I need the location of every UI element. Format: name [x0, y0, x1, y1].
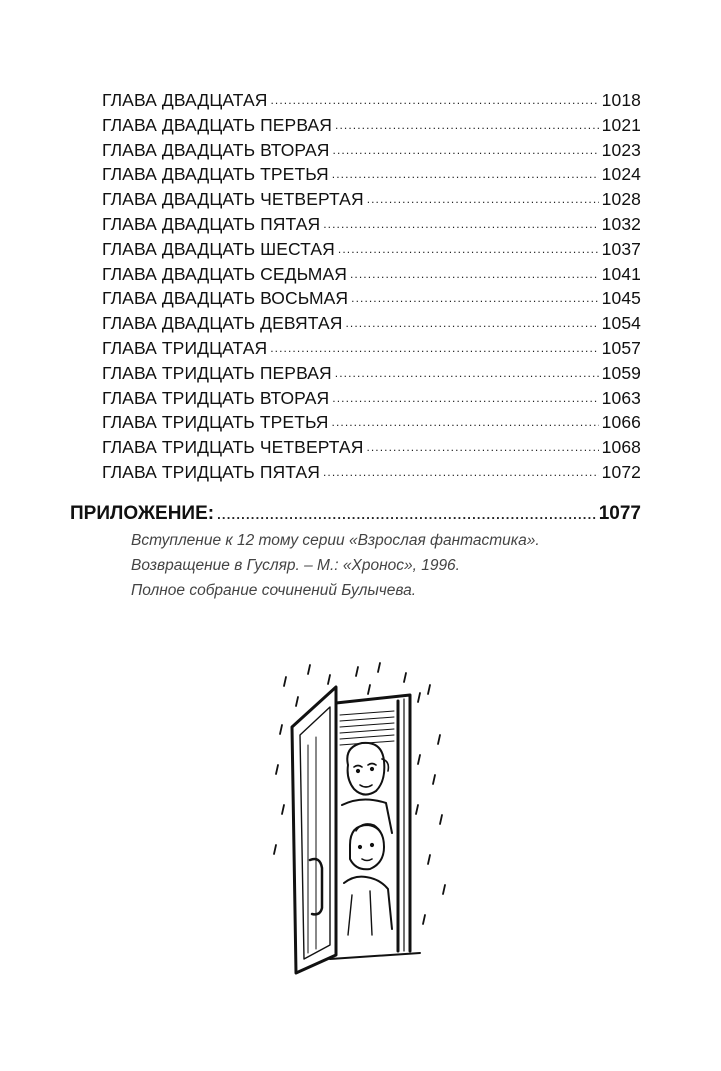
chapter-page: 1063 — [601, 387, 641, 408]
chapter-title: ГЛАВА ДВАДЦАТАЯ — [102, 90, 268, 110]
table-of-contents — [102, 88, 641, 485]
toc-row[interactable] — [102, 262, 641, 287]
door-illustration-icon — [270, 655, 460, 975]
toc-row[interactable] — [102, 435, 641, 460]
appendix-title: ПРИЛОЖЕНИЕ: — [70, 503, 215, 524]
chapter-page: 1028 — [601, 189, 641, 210]
leader-dots — [351, 286, 599, 311]
chapter-title: ГЛАВА ТРИДЦАТЬ ВТОРАЯ — [102, 387, 330, 408]
leader-dots — [332, 162, 599, 187]
chapter-title: ГЛАВА ТРИДЦАТЬ ПЕРВАЯ — [102, 362, 332, 383]
chapter-page: 1072 — [601, 461, 641, 482]
chapter-title: ГЛАВА ДВАДЦАТЬ ШЕСТАЯ — [102, 238, 335, 259]
chapter-title: ГЛАВА ТРИДЦАТЬ ЧЕТВЕРТАЯ — [102, 437, 364, 458]
leader-dots — [335, 361, 599, 386]
leader-dots — [323, 460, 599, 485]
chapter-title: ГЛАВА ТРИДЦАТЬ ТРЕТЬЯ — [102, 412, 329, 433]
chapter-title: ГЛАВА ДВАДЦАТЬ ПЯТАЯ — [102, 213, 321, 234]
chapter-title: ГЛАВА ДВАДЦАТЬ ЧЕТВЕРТАЯ — [102, 189, 364, 210]
leader-dots — [345, 311, 598, 336]
chapter-title: ГЛАВА ДВАДЦАТЬ ВОСЬМАЯ — [102, 288, 349, 309]
appendix-note: Вступление к 12 тому серии «Взрослая фантастика». — [131, 532, 540, 549]
leader-dots — [332, 410, 599, 435]
toc-row[interactable] — [102, 286, 641, 311]
appendix-row[interactable] — [70, 500, 641, 528]
chapter-page: 1066 — [601, 412, 641, 433]
toc-row[interactable] — [102, 386, 641, 411]
leader-dots — [323, 212, 598, 237]
leader-dots — [366, 435, 598, 460]
toc-row[interactable] — [102, 361, 641, 386]
chapter-title: ГЛАВА ДВАДЦАТЬ ПЕРВАЯ — [102, 114, 333, 135]
chapter-title: ГЛАВА ТРИДЦАТЬ ПЯТАЯ — [102, 461, 320, 482]
chapter-page: 1021 — [601, 114, 641, 135]
appendix-notes — [131, 528, 631, 603]
chapter-page: 1024 — [601, 164, 641, 185]
toc-row[interactable] — [102, 237, 641, 262]
leader-dots — [367, 187, 599, 212]
toc-row[interactable] — [102, 187, 641, 212]
leader-dots — [333, 138, 599, 163]
leader-dots — [332, 386, 598, 411]
toc-row[interactable] — [102, 138, 641, 163]
chapter-page: 1054 — [601, 313, 641, 334]
chapter-page: 1068 — [601, 437, 641, 458]
toc-row[interactable] — [102, 336, 641, 361]
appendix-entry — [70, 500, 641, 528]
chapter-page: 1045 — [601, 288, 641, 309]
toc-row[interactable] — [102, 460, 641, 485]
appendix-note: Возвращение в Гусляр. – М.: «Хронос», 1996. — [131, 557, 460, 574]
chapter-page: 1018 — [601, 90, 641, 110]
chapter-page: 1041 — [601, 263, 641, 284]
leader-dots — [217, 503, 596, 528]
leader-dots — [338, 237, 599, 262]
toc-row[interactable] — [102, 88, 641, 113]
leader-dots — [335, 113, 599, 138]
toc-row[interactable] — [102, 311, 641, 336]
chapter-page: 1023 — [601, 139, 641, 160]
leader-dots — [350, 262, 599, 287]
chapter-page: 1057 — [601, 337, 641, 358]
toc-row[interactable] — [102, 410, 641, 435]
toc-row[interactable] — [102, 162, 641, 187]
chapter-page: 1037 — [601, 238, 641, 259]
appendix-note: Полное собрание сочинений Булычева. — [131, 582, 417, 599]
chapter-title: ГЛАВА ДВАДЦАТЬ ДЕВЯТАЯ — [102, 313, 343, 334]
leader-dots — [270, 336, 598, 361]
toc-row[interactable] — [102, 113, 641, 138]
toc-row[interactable] — [102, 212, 641, 237]
chapter-page: 1059 — [601, 362, 641, 383]
chapter-page: 1032 — [601, 213, 641, 234]
chapter-title: ГЛАВА ДВАДЦАТЬ СЕДЬМАЯ — [102, 263, 347, 284]
chapter-title: ГЛАВА ДВАДЦАТЬ ТРЕТЬЯ — [102, 164, 329, 185]
appendix-page: 1077 — [598, 503, 641, 524]
chapter-title: ГЛАВА ТРИДЦАТАЯ — [102, 337, 268, 358]
chapter-title: ГЛАВА ДВАДЦАТЬ ВТОРАЯ — [102, 139, 330, 160]
leader-dots — [271, 88, 599, 113]
